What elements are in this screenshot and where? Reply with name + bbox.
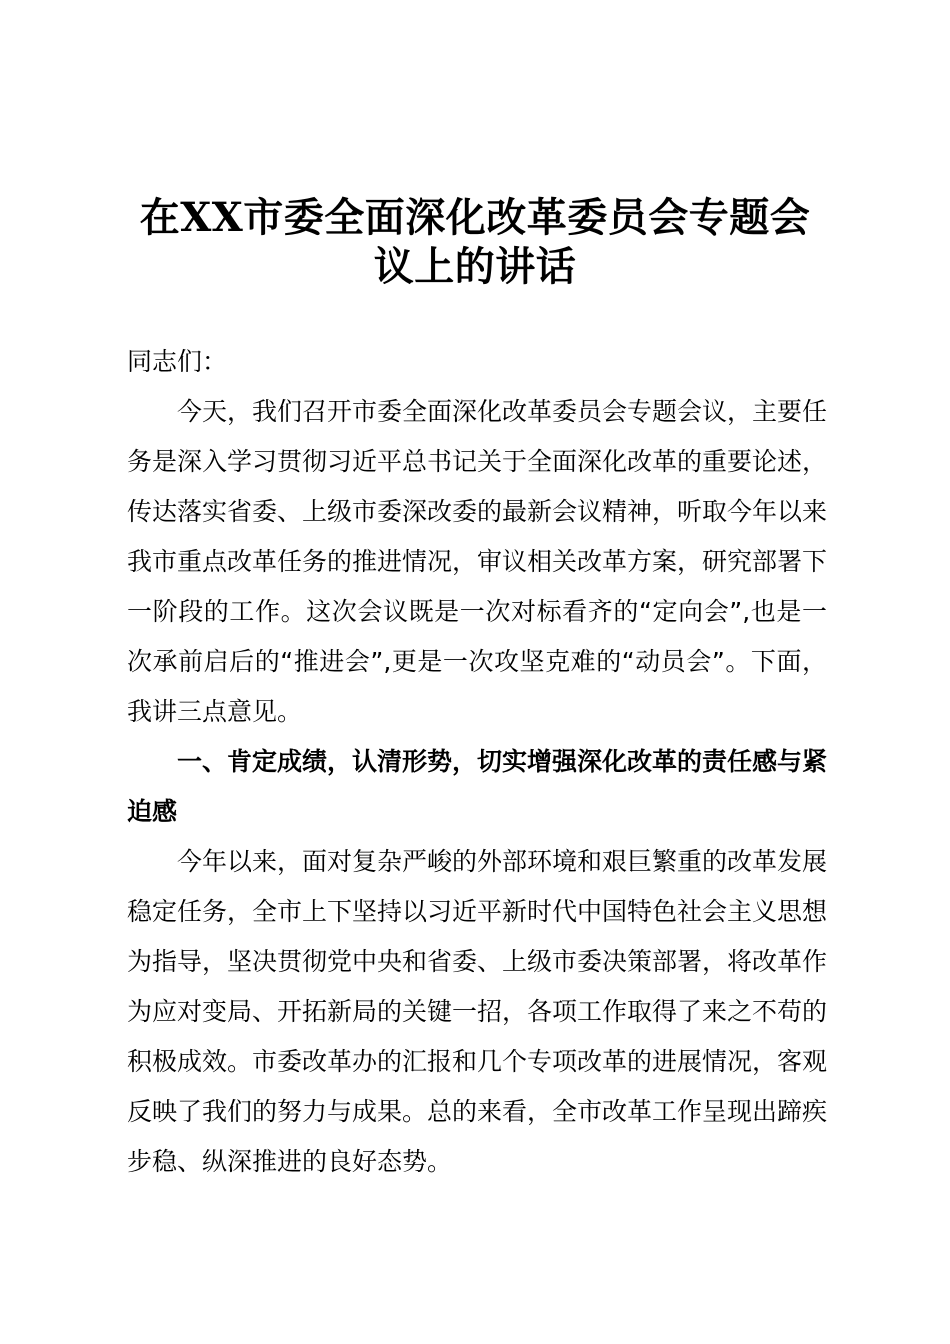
document-title-line-2: 议上的讲话: [373, 243, 577, 290]
salutation: 同志们：: [127, 347, 228, 376]
section-heading-1: 一、肯定成绩，认清形势，切实增强深化改革的责任感与紧迫感: [127, 747, 828, 826]
document-title-line-1: 在XX市委全面深化改革委员会专题会: [139, 194, 811, 241]
paragraph-intro: 今天，我们召开市委全面深化改革委员会专题会议，主要任务是深入学习贯彻习近平总书记关于全面深化改革的重要论述，传达落实省委、上级市委深改委的最新会议精神，听取今年以来我市重点改革任务的推进情况，审议相关改革方案，研究部署下一阶段的工作。这次会议既是一次对标看齐的“定向会”,也是一次承前启后的“推进会”,更是一次攻坚克难的“动员会”。下面，我讲三点意见。: [127, 397, 828, 726]
paragraph-achievements: 今年以来，面对复杂严峻的外部环境和艰巨繁重的改革发展稳定任务，全市上下坚持以习近平新时代中国特色社会主义思想为指导，坚决贯彻党中央和省委、上级市委决策部署，将改革作为应对变局、开拓新局的关键一招，各项工作取得了来之不苟的积极成效。市委改革办的汇报和几个专项改革的进展情况，客观反映了我们的努力与成果。总的来看，全市改革工作呈现出蹄疾步稳、纵深推进的良好态势。: [127, 847, 828, 1176]
